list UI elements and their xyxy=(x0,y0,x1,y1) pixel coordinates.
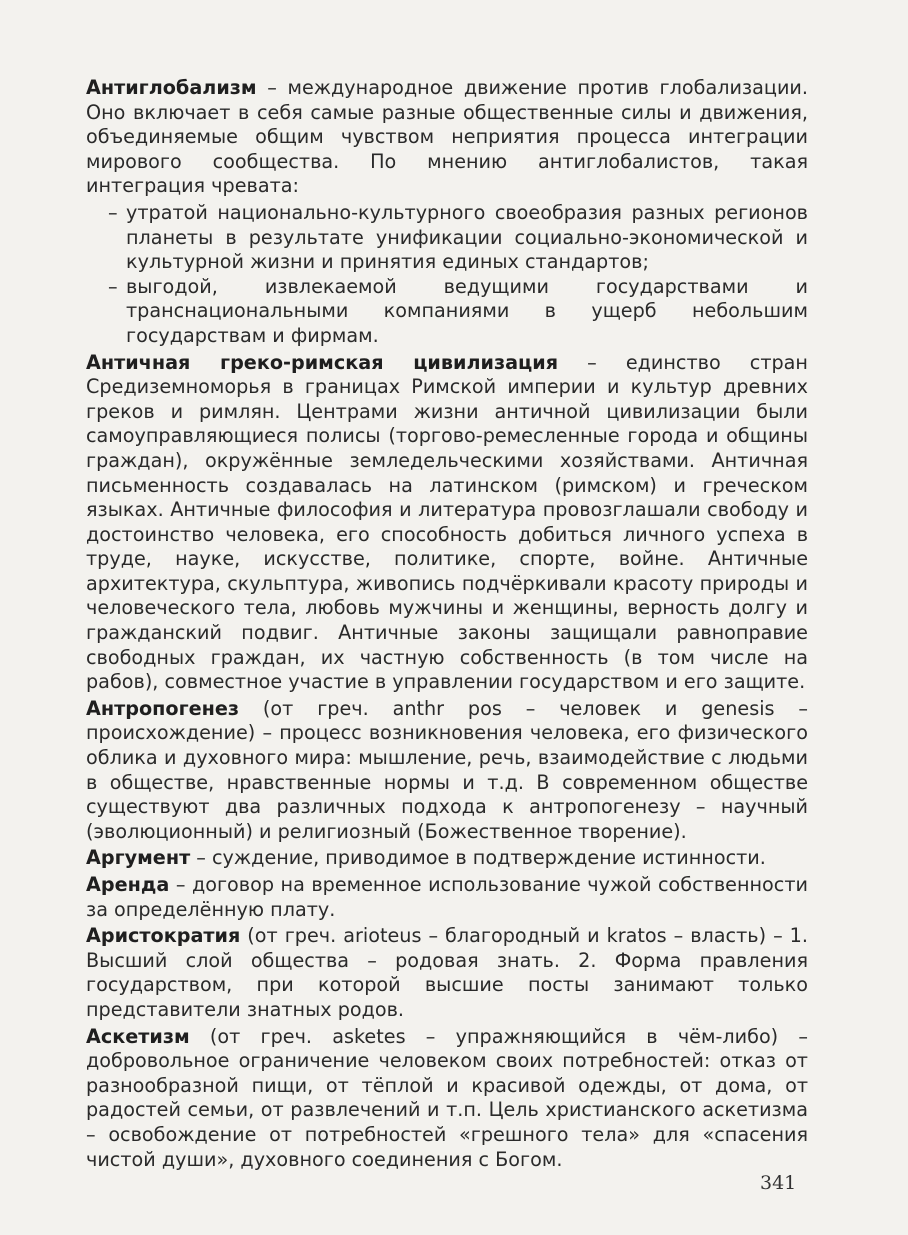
page-number: 341 xyxy=(760,1172,797,1194)
entry-lease xyxy=(86,873,808,922)
entry-term: Аскетизм xyxy=(86,1024,190,1048)
bullet-dash: – xyxy=(108,200,118,224)
entry-definition: (от греч. asketes – упражняющийся в чём-либо) – добровольное ограничение человеком своих потребностей: отказ от разнообразной пищи, от тёплой и красивой одежды, от дома, от радостей семьи, от развлечений и т.п. Цель христианского аскетизма – освобождение от потребностей «грешного тела» для «спасения чистой души», духовного соединения с Богом. xyxy=(86,1024,808,1171)
entry-definition: – суждение, приводимое в подтверждение истинности. xyxy=(190,846,766,870)
entry-term: Аренда xyxy=(86,873,170,896)
bullet-item xyxy=(86,201,808,275)
bullet-item xyxy=(86,275,808,349)
glossary-page xyxy=(86,76,808,1174)
entry-aristocracy xyxy=(86,924,808,1022)
bullet-text: утратой национально-культурного своеобразия разных регионов планеты в результате унификации социально-экономической и культурной жизни и принятия единых стандартов; xyxy=(126,200,808,274)
entry-term: Антропогенез xyxy=(86,696,240,720)
entry-asceticism xyxy=(86,1025,808,1173)
entry-definition: – договор на временное использование чужой собственности за определённую плату. xyxy=(86,873,808,921)
entry-term: Антиглобализм xyxy=(86,76,257,99)
entry-definition: – единство стран Средиземноморья в границах Римской империи и культур древних греков и римлян. Центрами жизни античной цивилизации были самоуправляющиеся полисы (торгово-ремесленные города и общины граждан), окружённые земледельческими хозяйствами. Античная письменность создавалась на латинском (римском) и греческом языках. Античные философия и литература провозглашали свободу и достоинство человека, его способность добиться личного успеха в труде, науке, искусстве, политике, спорте, войне. Античные архитектура, скульптура, живопись подчёркивали красоту природы и человеческого тела, любовь мужчины и женщины, верность долгу и гражданский подвиг. Античные законы защищали равноправие свободных граждан, их частную собственность (в том числе на рабов), совместное участие в управлении государством и его защите. xyxy=(86,350,808,694)
bullet-dash: – xyxy=(108,274,118,298)
entry-definition: – международное движение против глобализации. Оно включает в себя самые разные общественные силы и движения, объединяемые общим чувством неприятия процесса интеграции мирового сообщества. По мнению антиглобалистов, такая интеграция чревата: xyxy=(86,76,808,198)
entry-definition: (от греч. arioteus – благородный и kratos – власть) – 1. Высший слой общества – родовая знать. 2. Форма правления государством, при которой высшие посты занимают только представители знатных родов. xyxy=(86,924,808,1021)
entry-term: Античная греко-римская цивилизация xyxy=(86,350,559,374)
bullet-text: выгодой, извлекаемой ведущими государствами и транснациональными компаниями в ущерб небольшим государствам и фирмам. xyxy=(126,274,808,347)
entry-argument xyxy=(86,846,808,871)
entry-term: Аристократия xyxy=(86,924,241,948)
entry-definition: (от греч. anthr pos – человек и genesis – происхождение) – процесс возникновения человека, его физического облика и духовного мира: мышление, речь, взаимодействие с людьми в обществе, нравственные нормы и т.д. В современном обществе существуют два различных подхода к антропогенезу – научный (эволюционный) и религиозный (Божественное творение). xyxy=(86,696,808,843)
entry-antique-civilization xyxy=(86,351,808,695)
entry-anthropogenesis xyxy=(86,697,808,845)
entry-antiglobalism xyxy=(86,76,808,199)
entry-term: Аргумент xyxy=(86,846,191,870)
